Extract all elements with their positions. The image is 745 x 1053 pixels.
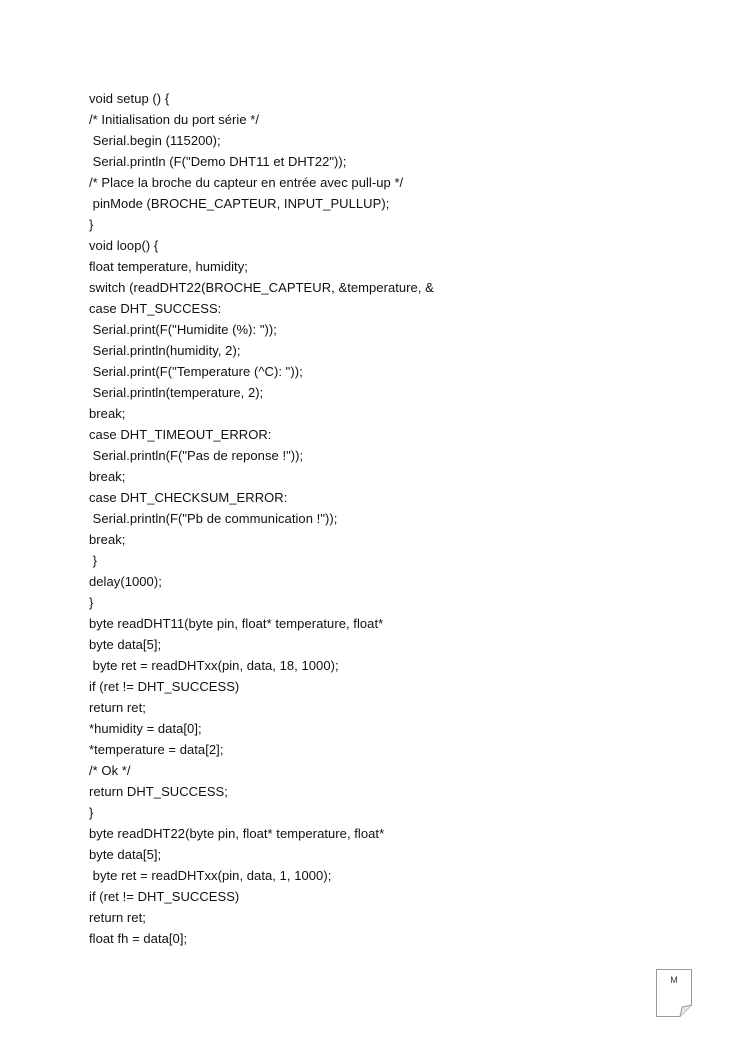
code-line: return ret; — [89, 910, 146, 925]
code-line: Serial.println (F("Demo DHT11 et DHT22")); — [89, 154, 347, 169]
code-line: byte data[5]; — [89, 637, 162, 652]
code-line: byte readDHT11(byte pin, float* temperature, float* — [89, 616, 384, 631]
code-line: float temperature, humidity; — [89, 259, 248, 274]
code-line: Serial.println(F("Pas de reponse !")); — [89, 448, 304, 463]
code-line: Serial.println(humidity, 2); — [89, 343, 241, 358]
code-line: byte data[5]; — [89, 847, 162, 862]
code-line: } — [89, 217, 94, 232]
code-line: *humidity = data[0]; — [89, 721, 202, 736]
code-line: case DHT_TIMEOUT_ERROR: — [89, 427, 272, 442]
code-line: /* Initialisation du port série */ — [89, 112, 260, 127]
page-number-badge — [656, 969, 692, 1017]
code-line: *temperature = data[2]; — [89, 742, 224, 757]
code-line: byte readDHT22(byte pin, float* temperature, float* — [89, 826, 385, 841]
code-line: break; — [89, 469, 126, 484]
code-line: byte ret = readDHTxx(pin, data, 18, 1000); — [89, 658, 339, 673]
code-line: } — [89, 805, 94, 820]
code-line: float fh = data[0]; — [89, 931, 188, 946]
code-line: byte ret = readDHTxx(pin, data, 1, 1000); — [89, 868, 332, 883]
code-line: } — [89, 595, 94, 610]
code-line: Serial.print(F("Temperature (^C): ")); — [89, 364, 303, 379]
code-line: void setup () { — [89, 91, 170, 106]
code-line: case DHT_CHECKSUM_ERROR: — [89, 490, 288, 505]
code-listing — [89, 88, 609, 949]
page-marker-label: M — [670, 975, 678, 985]
code-line: case DHT_SUCCESS: — [89, 301, 222, 316]
code-line: return DHT_SUCCESS; — [89, 784, 228, 799]
code-line: Serial.begin (115200); — [89, 133, 221, 148]
code-line: delay(1000); — [89, 574, 162, 589]
code-line: } — [89, 553, 98, 568]
code-line: /* Place la broche du capteur en entrée avec pull-up */ — [89, 175, 404, 190]
code-line: /* Ok */ — [89, 763, 131, 778]
code-line: void loop() { — [89, 238, 159, 253]
code-line: if (ret != DHT_SUCCESS) — [89, 889, 240, 904]
code-line: pinMode (BROCHE_CAPTEUR, INPUT_PULLUP); — [89, 196, 390, 211]
code-line: switch (readDHT22(BROCHE_CAPTEUR, &temperature, & — [89, 280, 434, 295]
code-line: Serial.println(temperature, 2); — [89, 385, 264, 400]
code-line: Serial.print(F("Humidite (%): ")); — [89, 322, 277, 337]
code-line: if (ret != DHT_SUCCESS) — [89, 679, 240, 694]
code-line: break; — [89, 406, 126, 421]
code-line: Serial.println(F("Pb de communication !")); — [89, 511, 338, 526]
code-line: return ret; — [89, 700, 146, 715]
code-line: break; — [89, 532, 126, 547]
